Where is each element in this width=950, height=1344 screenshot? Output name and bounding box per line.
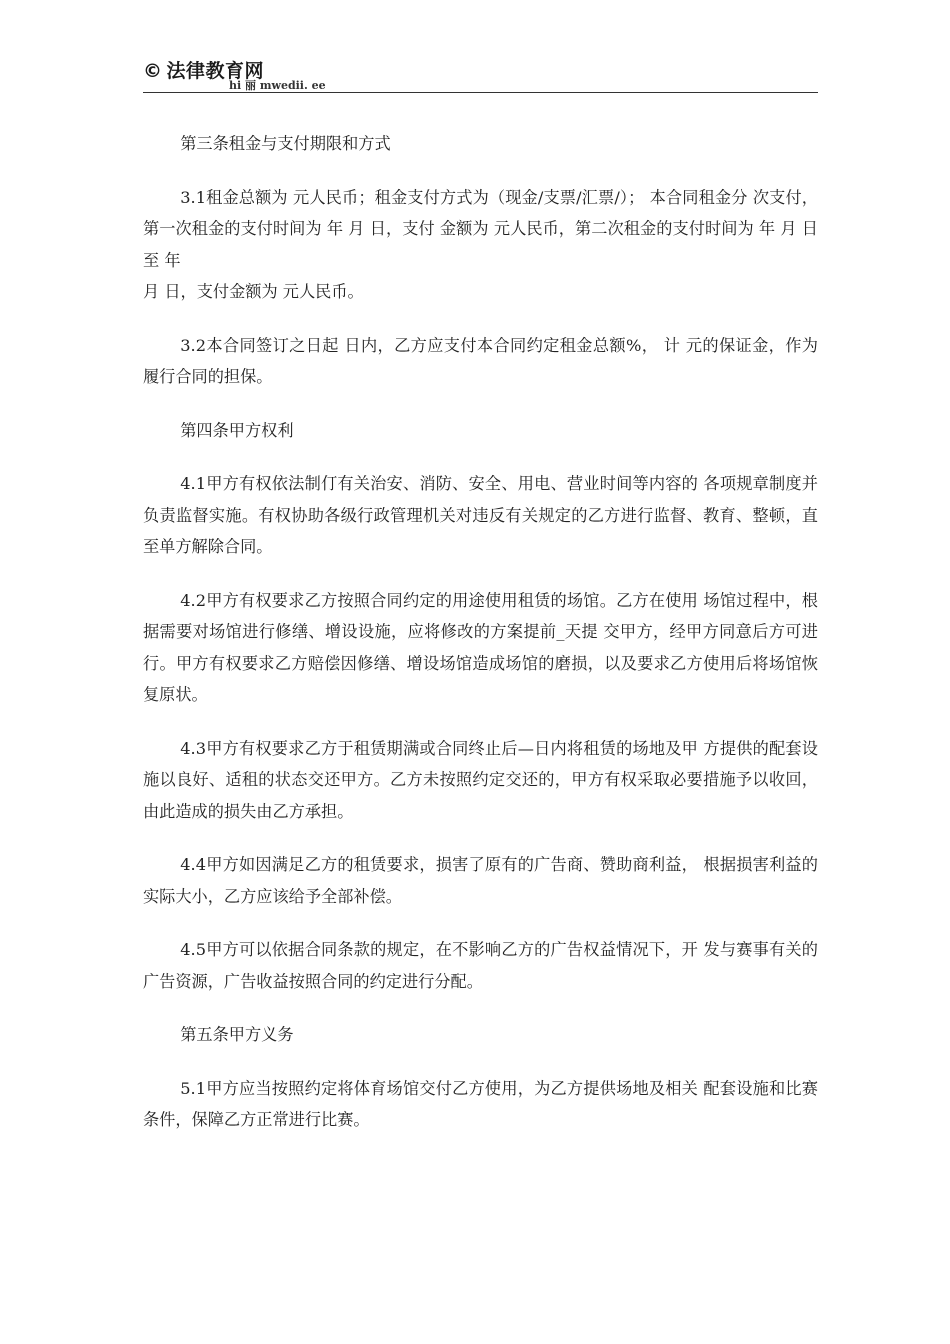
document-body xyxy=(143,128,818,1158)
clause-4-5: 4.5甲方可以依据合同条款的规定，在不影响乙方的广告权益情况下，开 发与赛事有关的广告资源，广告收益按照合同的约定进行分配。 xyxy=(143,940,818,991)
clause-4-4: 4.4甲方如因满足乙方的租赁要求，损害了原有的广告商、赞助商利益， 根据损害利益的实际大小，乙方应该给予全部补偿。 xyxy=(143,855,818,906)
clause-5-1: 5.1甲方应当按照约定将体育场馆交付乙方使用，为乙方提供场地及相关 配套设施和比赛条件，保障乙方正常进行比赛。 xyxy=(143,1078,818,1129)
section-heading-4: 第四条甲方权利 xyxy=(180,420,294,440)
clause-3-1-continuation: 月 日，支付金额为 元人民币。 xyxy=(143,282,364,301)
section-heading-5: 第五条甲方义务 xyxy=(180,1025,294,1044)
clause-4-1: 4.1甲方有权依法制仃有关治安、消防、安全、用电、营业时间等内容的 各项规章制度并负责监督实施。有权协助各级行政管理机关对违反有关规定的乙方进行监督、教育、整顿，直至单方解除合同。 xyxy=(143,474,818,556)
clause-3-2: 3.2本合同签订之日起 日内，乙方应支付本合同约定租金总额%， 计 元的保证金，作为履行合同的担保。 xyxy=(143,335,818,386)
clause-4-2: 4.2甲方有权要求乙方按照合同约定的用途使用租赁的场馆。乙方在使用 场馆过程中，根据需要对场馆进行修缮、增设设施，应将修改的方案提前_天提 交甲方，经甲方同意后方可进行。甲方有权要求乙方赔偿因修缮、增设场馆造成场馆的磨损，以及要求乙方使用后将场馆恢复原状。 xyxy=(143,590,818,704)
clause-4-3: 4.3甲方有权要求乙方于租赁期满或合同终止后—日内将租赁的场地及甲 方提供的配套设施以良好、适租的状态交还甲方。乙方未按照约定交还的，甲方有权采取必要措施予以收回，由此造成的损失由乙方承担。 xyxy=(143,738,818,821)
page-header xyxy=(143,56,818,93)
site-logo-text: 法律教育网 xyxy=(166,60,265,82)
section-heading-3: 第三条租金与支付期限和方式 xyxy=(180,134,391,153)
site-url: hi 丽 mwedii. ee xyxy=(229,79,326,92)
clause-3-1-text: 3.1租金总额为 元人民币；租金支付方式为（现金/支票/汇票/）； 本合同租金分 次支付，第一次租金的支付时间为 年 月 日，支付 金额为 元人民币，第二次租金的支付时间为 年 月 日至 年 xyxy=(143,187,818,270)
clause-3-1 xyxy=(143,182,818,308)
copyright-icon: © xyxy=(143,60,163,82)
